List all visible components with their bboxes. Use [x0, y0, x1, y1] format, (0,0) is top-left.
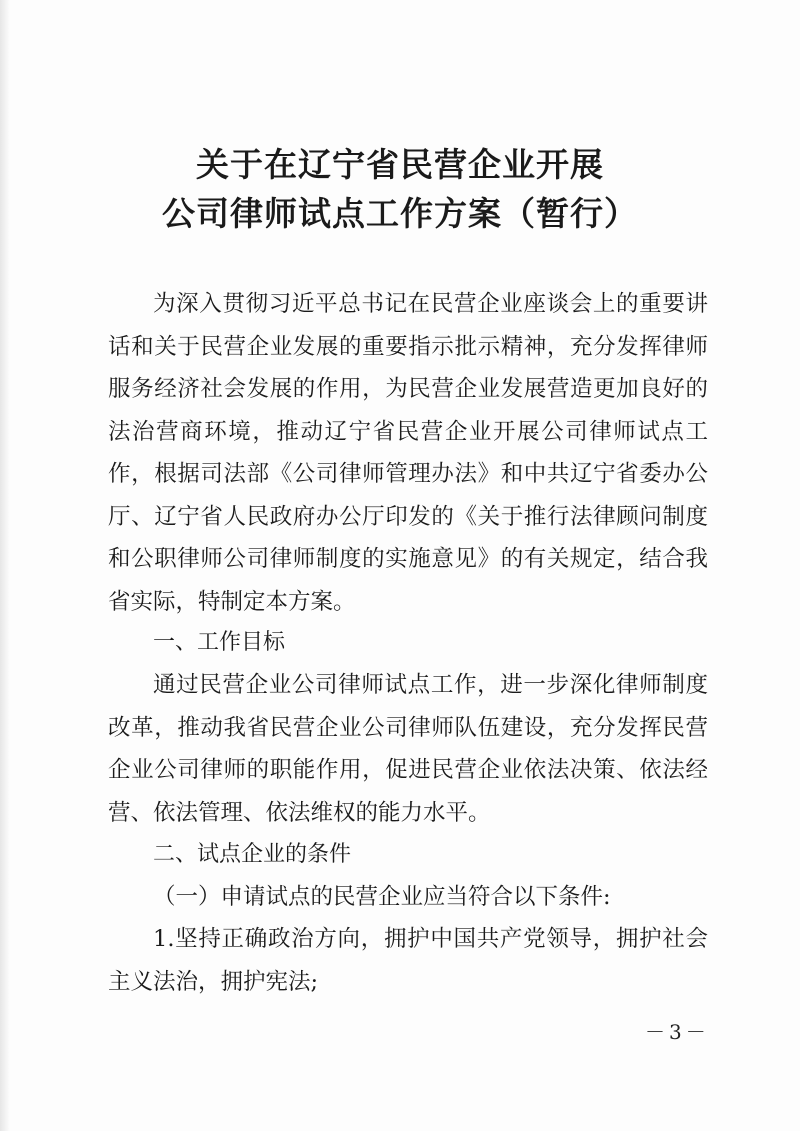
conditions-paragraph: （一）申请试点的民营企业应当符合以下条件:: [153, 884, 611, 910]
document-title-line-1: 关于在辽宁省民营企业开展: [196, 145, 604, 184]
section-heading-pilot-conditions: 二、试点企业的条件: [153, 842, 352, 867]
page-number: －3－: [645, 1020, 710, 1044]
document-title-line-2: 公司律师试点工作方案（暂行）: [162, 194, 638, 233]
section-heading-work-goals: 一、工作目标: [153, 630, 286, 655]
condition-item-1: 1.坚持正确政治方向，拥护中国共产党领导，拥护社会主义法治，拥护宪法;: [108, 926, 708, 995]
goals-paragraph: 通过民营企业公司律师试点工作，进一步深化律师制度改革，推动我省民营企业公司律师队伍建设，充分发挥民营企业公司律师的职能作用，促进民营企业依法决策、依法经营、依法管理、依法维权的能力水平。: [108, 672, 708, 826]
intro-paragraph: 为深入贯彻习近平总书记在民营企业座谈会上的重要讲话和关于民营企业发展的重要指示批示精神，充分发挥律师服务经济社会发展的作用，为民营企业发展营造更加良好的法治营商环境，推动辽宁省民营企业开展公司律师试点工作，根据司法部《公司律师管理办法》和中共辽宁省委办公厅、辽宁省人民政府办公厅印发的《关于推行法律顾问制度和公职律师公司律师制度的实施意见》的有关规定，结合我省实际，特制定本方案。: [108, 291, 708, 615]
